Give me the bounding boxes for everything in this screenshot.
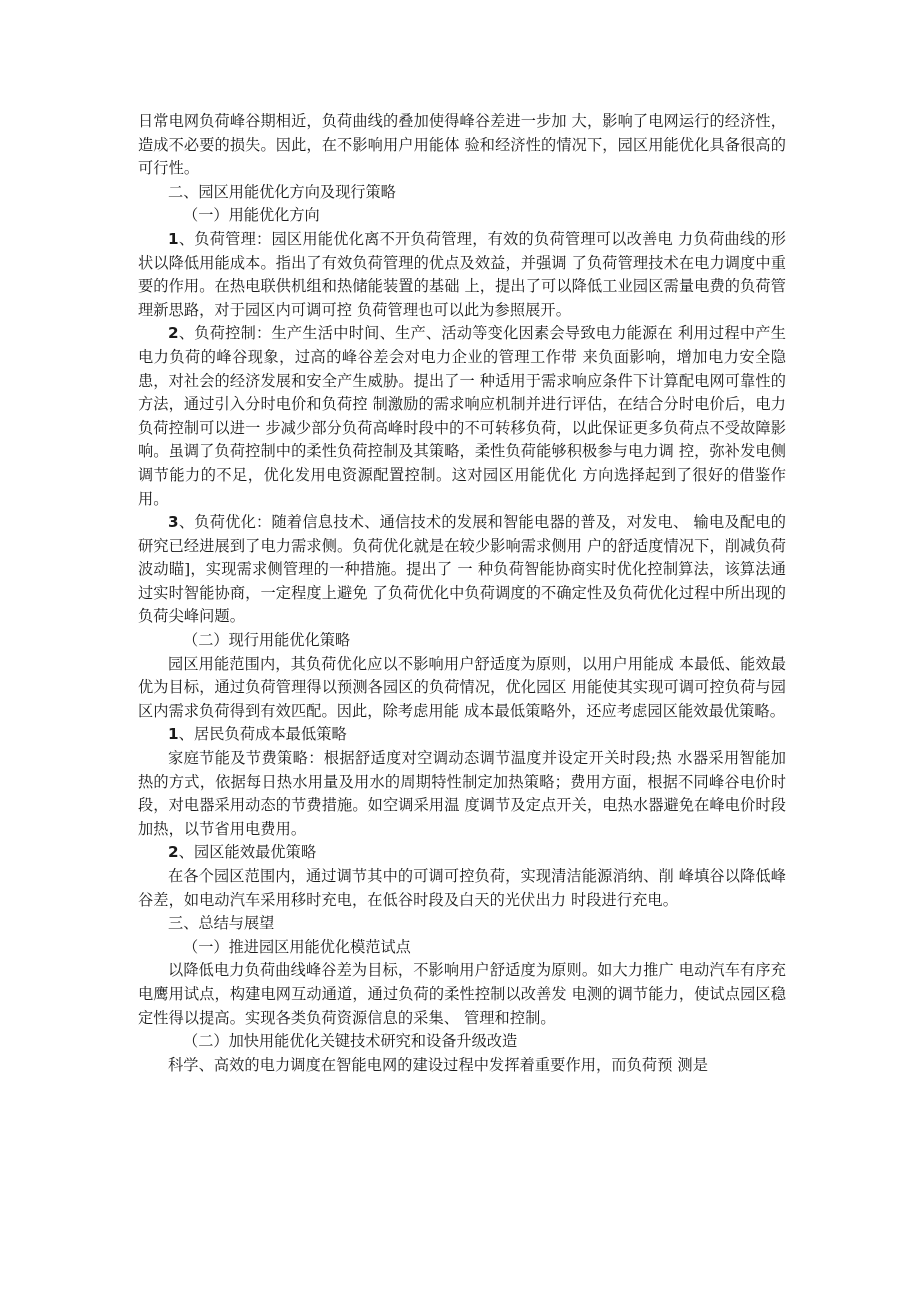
paragraph-load-management — [138, 228, 786, 322]
item-heading-text: 、园区能效最优策略 — [178, 843, 317, 862]
item-number: 3 — [168, 513, 179, 532]
paragraph-load-control — [138, 322, 786, 511]
subsection-heading-optimization-direction: （一）用能优化方向 — [183, 206, 320, 225]
item-number: 1 — [168, 229, 179, 248]
section-heading-2: 二、园区用能优化方向及现行策略 — [168, 182, 396, 201]
item-number: 2 — [168, 324, 179, 343]
paragraph-text: 、负荷管理：园区用能优化离不开负荷管理，有效的负荷管理可以改善电 力负荷曲线的形状以降低用能成本。指出了有效负荷管理的优点及效益，并强调 了负荷管理技术在电力调度中重要的作用。在热电联供机组和热储能装置的基础 上，提出了可以降低工业园区需量电费的负荷管理新思路，对于园区内可调可控 负荷管理也可以此为参照展开。 — [138, 229, 786, 319]
subsection-heading-pilot: （一）推进园区用能优化模范试点 — [183, 937, 411, 956]
item-number: 2 — [168, 843, 179, 862]
paragraph-pilot: 以降低电力负荷曲线峰谷差为目标，不影响用户舒适度为原则。如大力推广 电动汽车有序充电鹰用试点，构建电网互动通道，通过负荷的柔性控制以改善发 电测的调节能力，使试点园区稳定性得以提高。实现各类负荷资源信息的采集、 管理和控制。 — [138, 961, 786, 1027]
paragraph-park-efficiency: 在各个园区范围内，通过调节其中的可调可控负荷，实现清洁能源消纳、削 峰填谷以降低峰谷差，如电动汽车采用移时充电，在低谷时段及白天的光伏出力 时段进行充电。 — [138, 867, 786, 909]
document-page — [138, 110, 786, 1077]
item-heading-text: 、居民负荷成本最低策略 — [178, 725, 347, 744]
paragraph-strategy-intro: 园区用能范围内，其负荷优化应以不影响用户舒适度为原则，以用户用能成 本最低、能效最优为目标，通过负荷管理得以预测各园区的负荷情况，优化园区 用能使其实现可调可控负荷与园区内需求负荷得到有效匹配。因此，除考虑用能 成本最低策略外，还应考虑园区能效最优策略。 — [138, 654, 786, 720]
item-heading-residential-cost — [138, 723, 786, 747]
paragraph-load-optimization — [138, 511, 786, 629]
paragraph-intro-continuation: 日常电网负荷峰谷期相近，负荷曲线的叠加使得峰谷差进一步加 大，影响了电网运行的经济性，造成不必要的损失。因此，在不影响用户用能体 验和经济性的情况下，园区用能优化具备很高的可行性。 — [138, 112, 786, 178]
item-heading-park-efficiency — [138, 841, 786, 865]
subsection-heading-current-strategy: （二）现行用能优化策略 — [183, 631, 351, 650]
paragraph-text: 、负荷优化：随着信息技术、通信技术的发展和智能电器的普及，对发电、 输电及配电的研究已经进展到了电力需求侧。负荷优化就是在较少影响需求侧用 户的舒适度情况下，削减负荷波动瞄]，实现需求侧管理的一种措施。提出了 一 种负荷智能协商实时优化控制算法，该算法通过实时智能协商，一定程度上避免 了负荷优化中负荷调度的不确定性及负荷优化过程中所出现的负荷尖峰问题。 — [138, 513, 786, 626]
paragraph-household-saving: 家庭节能及节费策略：根据舒适度对空调动态调节温度并设定开关时段;热 水器采用智能加热的方式，依据每日热水用量及用水的周期特性制定加热策略；费用方面，根据不同峰谷电价时段，对电器采用动态的节费措施。如空调采用温 度调节及定点开关，电热水器避免在峰电价时段加热，以节省用电费用。 — [138, 749, 786, 838]
subsection-heading-key-tech: （二）加快用能优化关键技术研究和设备升级改造 — [183, 1032, 518, 1051]
item-number: 1 — [168, 725, 179, 744]
section-heading-3: 三、总结与展望 — [168, 914, 275, 933]
paragraph-key-tech: 科学、高效的电力调度在智能电网的建设过程中发挥着重要作用，而负荷预 测是 — [168, 1055, 708, 1074]
paragraph-text: 、负荷控制：生产生活中时间、生产、活动等变化因素会导致电力能源在 利用过程中产生电力负荷的峰谷现象，过高的峰谷差会对电力企业的管理工作带 来负面影响，增加电力安全隐患，对社会的经济发展和安全产生威胁。提出了一 种适用于需求响应条件下计算配电网可靠性的方法，通过引入分时电价和负荷控 制激励的需求响应机制并进行评估，在结合分时电价后，电力负荷控制可以进一 步减少部分负荷高峰时段中的不可转移负荷，以此保证更多负荷点不受故障影 响。虽调了负荷控制中的柔性负荷控制及其策略，柔性负荷能够积极参与电力调 控，弥补发电侧调节能力的不足，优化发用电资源配置控制。这对园区用能优化 方向选择起到了很好的借鉴作用。 — [138, 324, 786, 508]
